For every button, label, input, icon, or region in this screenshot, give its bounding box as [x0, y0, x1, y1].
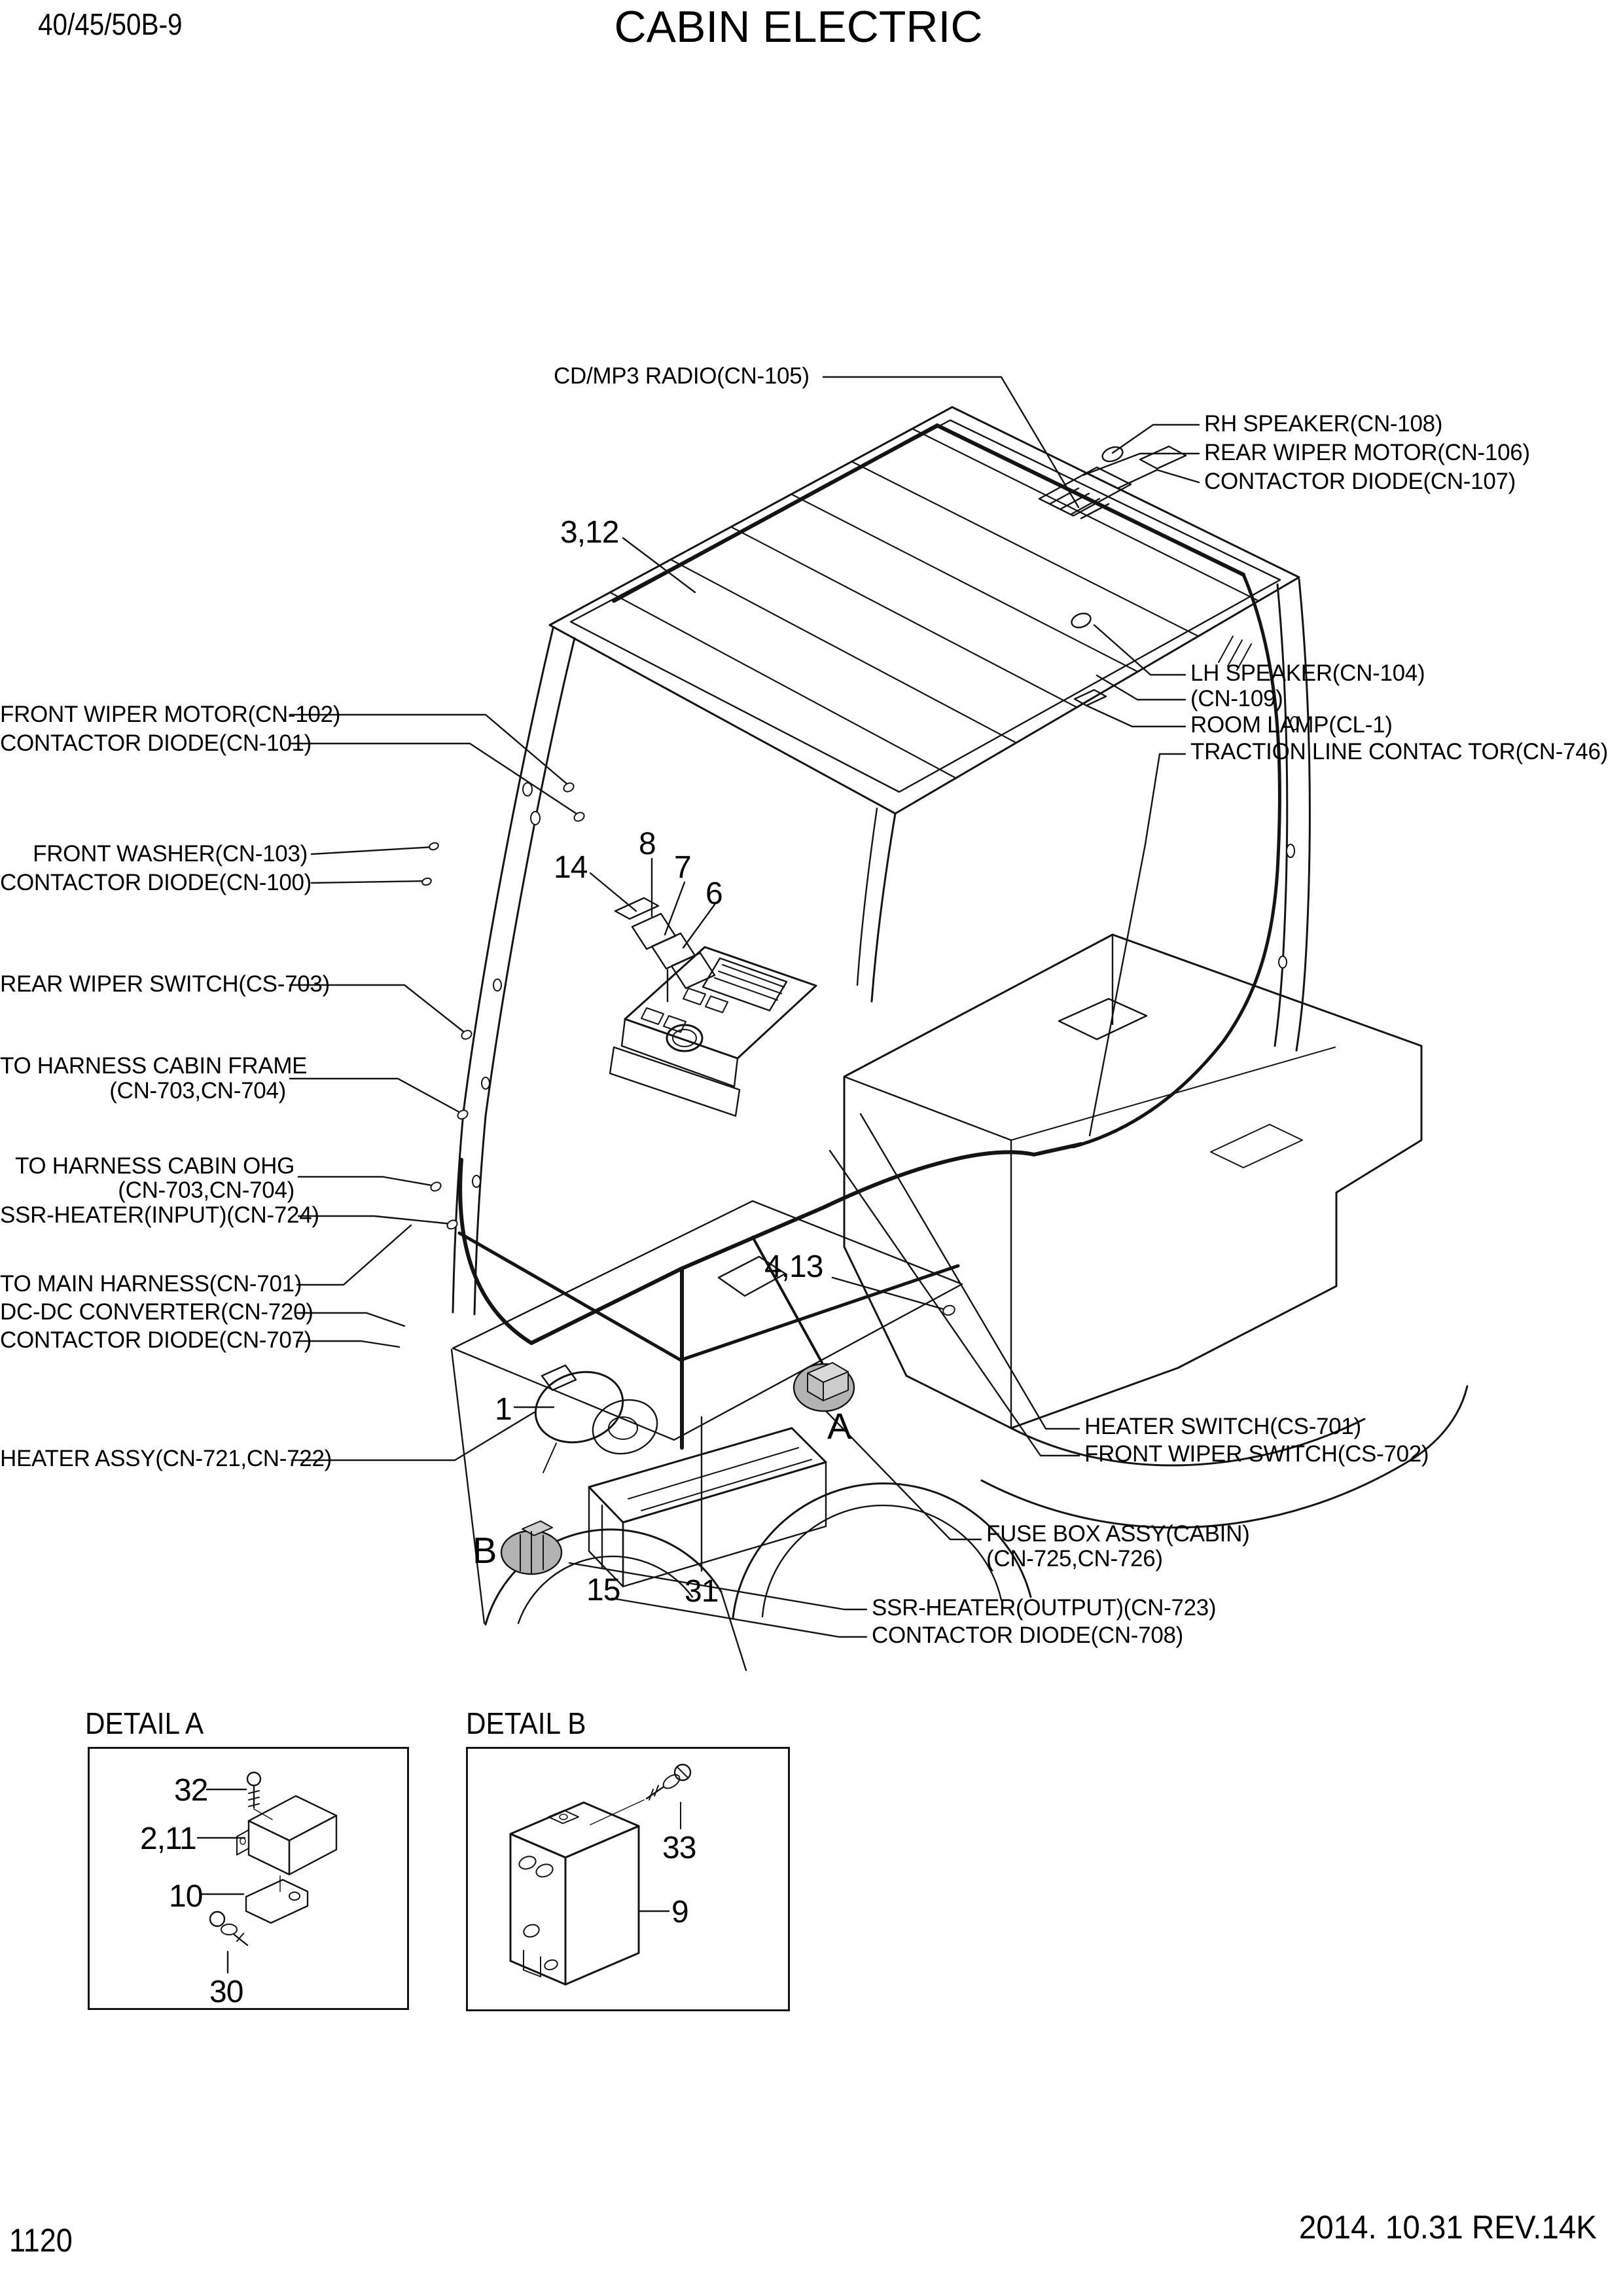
- item-number-7: 7: [674, 850, 691, 885]
- detail-b-item-33: 33: [662, 1831, 696, 1865]
- detail-b-item-9: 9: [671, 1895, 688, 1929]
- model-code: 40/45/50B-9: [38, 7, 183, 41]
- marker-b-highlight: [501, 1521, 562, 1574]
- item-number-4-13: 4,13: [764, 1249, 823, 1284]
- item-number-6: 6: [705, 876, 722, 911]
- label-heater-switch: HEATER SWITCH(CS-701): [1084, 1414, 1361, 1439]
- label-heater-assy: HEATER ASSY(CN-721,CN-722): [0, 1446, 332, 1471]
- detail-b-box: [466, 1747, 790, 2011]
- label-fuse-box-assy-conn: (CN-725,CN-726): [986, 1546, 1163, 1571]
- label-front-wiper-motor: FRONT WIPER MOTOR(CN-102): [0, 702, 341, 727]
- label-rear-wiper-motor: REAR WIPER MOTOR(CN-106): [1204, 440, 1530, 465]
- view-marker-b: B: [473, 1530, 497, 1571]
- label-contactor-diode-708: CONTACTOR DIODE(CN-708): [872, 1623, 1184, 1648]
- front-right-pillar: [857, 808, 895, 1001]
- label-to-harness-cabin-ohg-conn: (CN-703,CN-704): [118, 1177, 294, 1203]
- detail-a-item-2-11: 2,11: [140, 1821, 196, 1856]
- label-to-harness-cabin-frame-conn: (CN-703,CN-704): [109, 1078, 286, 1103]
- label-contactor-diode-100: CONTACTOR DIODE(CN-100): [0, 870, 312, 895]
- label-rh-speaker: RH SPEAKER(CN-108): [1204, 411, 1443, 437]
- detail-a-item-30: 30: [209, 1975, 243, 2009]
- chassis-body: [452, 935, 1467, 1670]
- label-contactor-diode-107: CONTACTOR DIODE(CN-107): [1204, 469, 1516, 494]
- revision-date: 2014. 10.31 REV.14K: [1298, 2209, 1597, 2246]
- fuse-box-duct: [589, 1428, 826, 1587]
- detail-a-item-10: 10: [169, 1879, 203, 1914]
- roof-frame: [550, 407, 1299, 814]
- detail-b-title: DETAIL B: [466, 1706, 586, 1740]
- label-front-washer: FRONT WASHER(CN-103): [33, 841, 308, 867]
- label-ssr-heater-input: SSR-HEATER(INPUT)(CN-724): [0, 1202, 319, 1228]
- marker-a-highlight: [794, 1363, 854, 1411]
- label-traction-line-contactor: TRACTION LINE CONTAC TOR(CN-746): [1190, 739, 1608, 764]
- page-title: CABIN ELECTRIC: [614, 2, 983, 52]
- page-number: 1120: [9, 2222, 73, 2259]
- view-marker-a: A: [827, 1405, 852, 1446]
- label-cd-mp3-radio: CD/MP3 RADIO(CN-105): [554, 363, 810, 389]
- label-contactor-diode-101: CONTACTOR DIODE(CN-101): [0, 730, 312, 756]
- label-to-harness-cabin-ohg: TO HARNESS CABIN OHG: [14, 1153, 294, 1179]
- item-number-1: 1: [495, 1392, 512, 1427]
- detail-a-title: DETAIL A: [85, 1706, 204, 1740]
- label-ssr-heater-output: SSR-HEATER(OUTPUT)(CN-723): [872, 1595, 1217, 1621]
- leader-lines: [290, 377, 1199, 1637]
- heater-assembly: [526, 1361, 664, 1473]
- wiring-harness: [459, 425, 1279, 1448]
- item-number-3-12: 3,12: [560, 515, 619, 550]
- detail-a-box: [88, 1747, 409, 2010]
- label-rear-wiper-switch: REAR WIPER SWITCH(CS-703): [0, 971, 330, 997]
- switch-cluster: [615, 898, 715, 1001]
- label-lh-speaker: LH SPEAKER(CN-104): [1190, 660, 1425, 686]
- item-number-15: 15: [586, 1573, 620, 1607]
- left-pillar: [453, 628, 575, 1314]
- label-contactor-diode-707: CONTACTOR DIODE(CN-707): [0, 1327, 312, 1353]
- detail-a-item-32: 32: [174, 1773, 208, 1808]
- label-to-main-harness: TO MAIN HARNESS(CN-701): [0, 1271, 302, 1297]
- item-number-31: 31: [685, 1574, 719, 1609]
- label-cn-109: (CN-109): [1190, 686, 1283, 711]
- item-number-8: 8: [639, 827, 656, 861]
- label-to-harness-cabin-frame: TO HARNESS CABIN FRAME: [0, 1053, 308, 1079]
- label-fuse-box-assy: FUSE BOX ASSY(CABIN): [986, 1521, 1250, 1547]
- label-room-lamp: ROOM LAMP(CL-1): [1190, 712, 1393, 738]
- item-number-14: 14: [554, 850, 588, 885]
- label-dc-dc-converter: DC-DC CONVERTER(CN-720): [0, 1299, 313, 1325]
- label-front-wiper-switch: FRONT WIPER SWITCH(CS-702): [1084, 1441, 1429, 1467]
